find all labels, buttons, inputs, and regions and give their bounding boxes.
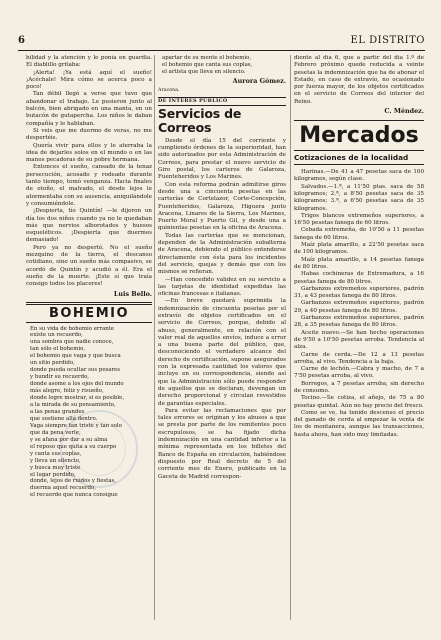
poem-line: el reposo que quita a su cuerpo — [30, 443, 117, 450]
poem-line: el recuerdo que nunca consigue — [30, 492, 118, 499]
poem-line: donde, lejos de ruidos y fiestas, — [30, 478, 117, 485]
price-item: Trigos blancos extremeños superiores, a 16'50 pesetas fanega de 60 litros. — [294, 212, 424, 227]
paragraph: —Han concedido validez en su servicio a las tarjetas de identidad expedidas las oficinas francesas e italianas. — [158, 276, 286, 298]
section-tag: DE INTERES PUBLICO — [158, 97, 286, 106]
price-item: Maíz plata amarillo, a 14 pesetas fanega de 80 litros. — [294, 256, 424, 270]
column-divider — [154, 55, 155, 620]
story-continuation — [26, 55, 152, 298]
column-3 — [294, 55, 424, 630]
markets-title: Mercados — [294, 120, 424, 151]
column-1 — [26, 55, 152, 630]
poem-line: el bohemio que vaga y que busca — [30, 353, 121, 360]
paragraph: Como se ve, ha tenido descenso el precio del ganado de cerda al empezar la venta de los de montanera, aunque las transacciones, hasta ahora, han sido muy limitadas. — [294, 409, 424, 438]
paragraph: Entonces el sueño, cansado de la tenaz persecución, acosado y rodeado durante tanto tiempo, tomó venganza. Hacia finales de otoño, el malvado, el desde lejos le atormentaba con su ausencia, aniquilándole y consumiéndole. — [26, 164, 152, 207]
price-item: Harinas.—De 41 a 47 pesetas saca de 100 kilogramos, según clase. — [294, 169, 424, 183]
price-item: Garbanzos extremeños superiores, padrón 28, a 35 pesetas fanega de 80 litros. — [294, 315, 424, 329]
poem-line: y se afana por dar a su alma — [30, 436, 108, 443]
paragraph: ¡Alerta! ¡Ya está aquí el sueño! ¡Acéchale! Mira cómo se acerca poco a poco! — [26, 69, 152, 91]
poem-line: y canta sus coplas, — [30, 450, 82, 457]
poem-line: tan sólo el bohemio, — [30, 346, 86, 353]
paragraph: —En breve quedará suprimida la indemnización de cincuenta pesetas por el extravío de objetos certificados en el servicio de Correos, porque, debido al abuso, generalmente, en relación con el valor real de aquellos envíos, induce a error a una buena parte del público, que, desconociendo el verdadero alcance del derecho de certificación, supone asegurados con la expresada cantidad los valores que incluye en su correspondencia, siendo así que la Administración sólo puede responder de aquellos que se declaran, devengan un derecho proporcional y circulan revestidos de garantías especiales. — [158, 298, 286, 407]
poem-place: Aracena. — [158, 87, 180, 93]
paragraph: Para evitar las reclamaciones que por tales errores se originan y los abusos a que se presta por parte de los remitentes poco escrupulosos, se ha fijado dicha indemnización en una cantidad inferior a la mínima representada en los billetes del Banco de España en circulación, habiéndose dispuesto por Real decreto de 5 del corriente mes de Enero, publicado en la Gaceta de Madrid correspon- — [158, 407, 286, 480]
poem-line: y busca muy triste — [30, 464, 81, 471]
markets-subhead: Cotizaciones de la localidad — [294, 153, 424, 165]
price-item: Borregos, a 7 pesetas arroba, sin derecho de consumo. — [294, 380, 424, 394]
poem-line: a las penas grandes — [30, 408, 85, 415]
poem-line: el artista que lleva en silencio. — [162, 68, 246, 75]
price-item: Garbanzos extremeños superiores, padrón 29, a 40 pesetas fanega de 80 litros. — [294, 300, 424, 314]
price-item: Tocino.—Se cotiza, el añejo, de 75 a 80 pesetas quintal. Aún no hay precio del fresco. — [294, 395, 424, 409]
paragraph: Si veis que me duermo de veras, no me despertéis. — [26, 127, 152, 142]
price-item: Aceite nuevo.—Se han hecho operaciones de 9'50 a 10'50 pesetas arroba. Tendencia al alza. — [294, 329, 424, 351]
column-2 — [158, 55, 286, 630]
poem-line: apartar de su mente el bohemio, — [162, 55, 252, 61]
poem-line: una sombra que nadie conoce, — [30, 339, 114, 346]
poem-line: En su vida de bohemio errante — [30, 325, 115, 332]
paragraph: ¡Despierta, tío Quintín! —le dijeron un día los dos niños cuando ya no le quedaban más que nervios alborotados y huesos esqueléticos. ¡Despierta que duermes demasiado! — [26, 208, 152, 244]
page-number: 6 — [18, 35, 25, 46]
poem-body — [26, 326, 152, 500]
article-signature: C. Méndez. — [384, 107, 424, 116]
price-item: Maíz plata amarillo, a 22'50 pesetas saca de 100 kilogramos. — [294, 242, 424, 256]
poem-line: y lleva un silencio, — [30, 457, 81, 464]
paragraph: Pero ya no despertó. No el sueño mezquino de la tierra, el descanso cotidiano, sino un sueño más compasivo, se acordó de Quintín y acudió a él. Era el sueño de la muerte. ¡Este sí que traía consigo todos los placeres! — [26, 244, 152, 288]
page-header — [18, 34, 425, 51]
paragraph: bilidad y la atención y le ponía en guardia. El diablillo gritaba: — [26, 55, 152, 69]
poem-line: un sitio perdido, — [30, 360, 75, 367]
paragraph: diente al día 6, que a partir del día 1.º de Febrero próximo quede reducida a veinte pesetas la indemnización que ha de abonar el Estado, en caso de extravío, no ocasionado por fuerza mayor, de los objetos certificados en el servicio de Correos del interior del Reino. — [294, 55, 424, 105]
price-item: Carne de cerda.—De 12 a 13 pesetas arroba, al vivo. Tendencia a la baja. — [294, 351, 424, 365]
poem-line: a la mirada de su pensamiento, — [30, 401, 116, 408]
poem-line: el lugar perdido, — [30, 471, 76, 478]
paragraph: Todas las carterías que se mencionan, dependen de la Administración subalterna de Aracena, debiendo el público entenderse directamente con ésta para los incidentes del servicio, quejas y demás que con los mismos se refieran. — [158, 232, 286, 276]
paragraph: Desde el día 15 del corriente y cumpliendo órdenes de la superioridad, han sido autorizados por esta Administración de Correos, para prestar el nuevo servicio de Giro postal, los carteros de Galaroza, Fuenteheridos y Los Marines. — [158, 137, 286, 181]
article-headline: Servicios de Correos — [158, 105, 242, 135]
price-item: Cebada extremeña, de 10'50 a 11 pesetas fanega de 60 litros. — [294, 227, 424, 241]
newspaper-title: EL DISTRITO — [350, 35, 425, 46]
poem-line: existe un recuerdo, — [30, 332, 83, 339]
paragraph: Tan débil llegó a verse que tuvo que abandonar el trabajo. Le pusieron junto al balcón, bien abrigado en una manta, en un butacón de gutapercha. Los niños le daban compañía y le hablaban. — [26, 91, 152, 127]
price-item: Habas cochineras de Extremadura, a 16 pesetas fanega de 80 litros. — [294, 271, 424, 285]
price-item: Salvados.—1.ª, a 11'50 ptas. saca de 58 kilogramos; 2.ª, a 8'50 pesetas saca de 35 kilogramos; 3.ª, a 6'50 pesetas saca de 35 kilogramos. — [294, 183, 424, 212]
poem-title: BOHEMIO — [26, 302, 152, 323]
poem-line: y hundir su recuerdo, — [30, 374, 90, 381]
poem-line: el bohemio que canta sus coplas, — [162, 61, 253, 68]
poem-line: que da pena verle, — [30, 429, 81, 436]
author-signature: Luis Bello. — [113, 289, 152, 298]
poem-line: donde pueda ocultar sus pesares — [30, 367, 121, 374]
column-divider — [290, 55, 291, 620]
poem-line: más alegre, feliz y risueño, — [30, 388, 104, 395]
price-item: Carne de lechón.—Cabra y macho, de 7 a 7'50 pesetas arroba, al vivo. — [294, 366, 424, 380]
price-item: Garbanzos extremeños superiores, padrón 31, a 43 pesetas fanega de 80 litros. — [294, 285, 424, 300]
poem-line: duerma aquel recuerdo, — [30, 485, 96, 492]
poem-signature: Aurora Gómez. — [232, 76, 286, 85]
poem-line: Vaga siempre tan triste y tan solo — [30, 422, 122, 429]
poem-line: donde asome a los ojos del mundo — [30, 381, 124, 388]
poem-line: que sostiene allá dentro. — [30, 415, 98, 422]
poem-line: donde logre mostrar, si es posible, — [30, 395, 125, 402]
paragraph: Quería vivir para ellos y le aterraba la idea de dejarles solos en el mundo o en las manos pecadoras de su pobre hermana. — [26, 142, 152, 164]
paragraph: Con esta reforma podrán admitirse giros desde una a cincuenta pesetas en las carterías de Cortelazor, Corte-Concepción, Fuenteheridos, Galaroza, Higuera junto Aracena, Linares de la Sierra, Los Marines, Puerto Moral y Puerto Gil, y desde una a quinientas pesetas en la oficina de Aracena. — [158, 181, 286, 232]
poem-ending — [158, 55, 286, 76]
